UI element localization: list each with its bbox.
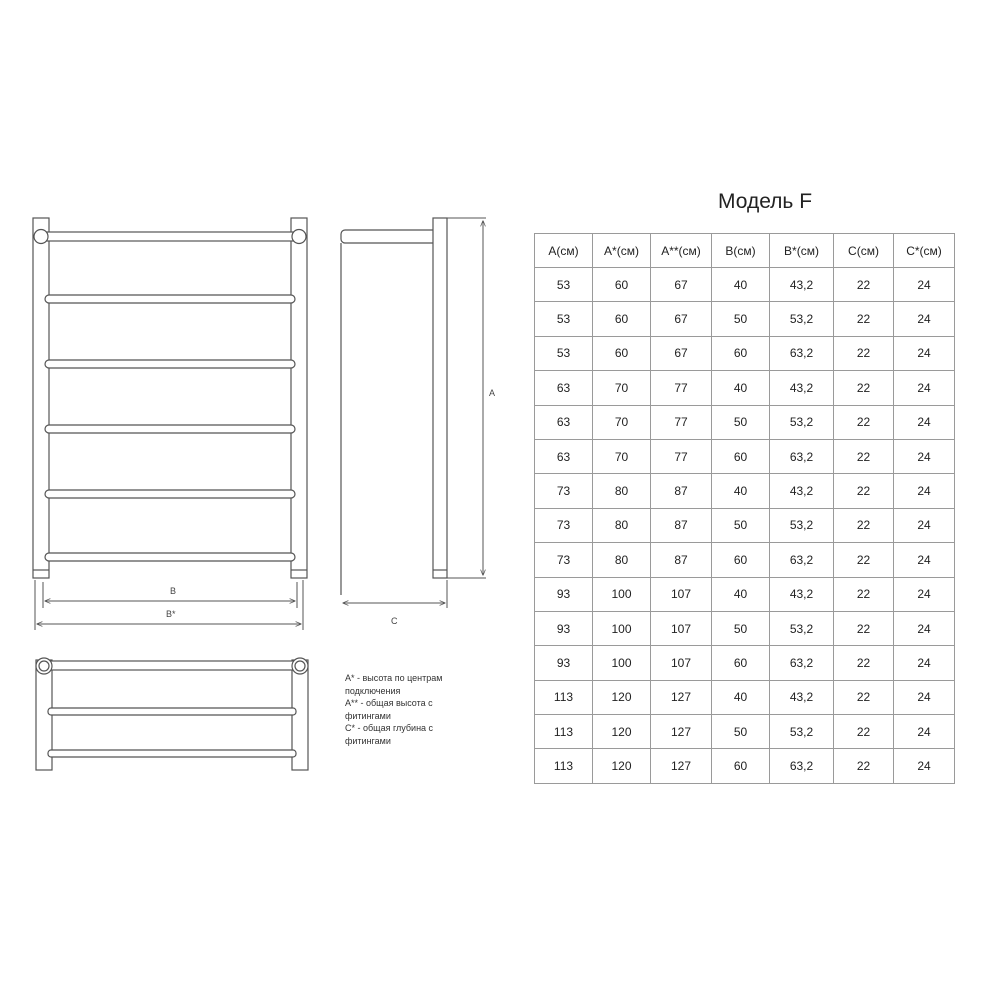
table-cell: 93	[535, 611, 593, 645]
header-c-star: C*(см)	[894, 234, 955, 268]
table-row	[535, 577, 955, 611]
table-cell: 53,2	[770, 715, 834, 749]
table-cell: 73	[535, 508, 593, 542]
table-row	[535, 439, 955, 473]
table-cell: 24	[894, 371, 955, 405]
table-cell: 40	[712, 268, 770, 302]
header-b: B(см)	[712, 234, 770, 268]
table-cell: 70	[593, 405, 651, 439]
table-cell: 22	[834, 371, 894, 405]
table-cell: 60	[593, 268, 651, 302]
table-row	[535, 611, 955, 645]
dimension-label-a: A	[489, 388, 496, 398]
table-row	[535, 508, 955, 542]
table-row	[535, 749, 955, 783]
table-cell: 60	[593, 302, 651, 336]
table-cell: 40	[712, 680, 770, 714]
table-row	[535, 543, 955, 577]
table-cell: 63,2	[770, 439, 834, 473]
header-a-double-star: A**(см)	[651, 234, 712, 268]
table-cell: 22	[834, 646, 894, 680]
table-cell: 24	[894, 680, 955, 714]
table-cell: 24	[894, 646, 955, 680]
table-cell: 93	[535, 577, 593, 611]
table-cell: 60	[712, 336, 770, 370]
table-cell: 22	[834, 611, 894, 645]
table-cell: 22	[834, 680, 894, 714]
table-cell: 53,2	[770, 611, 834, 645]
table-cell: 43,2	[770, 268, 834, 302]
table-cell: 73	[535, 474, 593, 508]
header-a-star: A*(см)	[593, 234, 651, 268]
table-cell: 77	[651, 405, 712, 439]
table-cell: 24	[894, 302, 955, 336]
table-cell: 73	[535, 543, 593, 577]
dimension-label-c: C	[391, 616, 398, 626]
table-cell: 70	[593, 371, 651, 405]
table-cell: 22	[834, 405, 894, 439]
table-cell: 63,2	[770, 646, 834, 680]
table-cell: 67	[651, 302, 712, 336]
table-cell: 50	[712, 405, 770, 439]
table-cell: 43,2	[770, 474, 834, 508]
table-cell: 22	[834, 715, 894, 749]
table-cell: 63,2	[770, 336, 834, 370]
note-c-star: C* - общая глубина с фитингами	[345, 723, 434, 746]
table-cell: 120	[593, 680, 651, 714]
table-header-row	[535, 234, 955, 268]
table-cell: 120	[593, 749, 651, 783]
header-b-star: B*(см)	[770, 234, 834, 268]
table-cell: 127	[651, 749, 712, 783]
table-cell: 63	[535, 371, 593, 405]
table-cell: 107	[651, 577, 712, 611]
table-cell: 40	[712, 371, 770, 405]
table-cell: 24	[894, 508, 955, 542]
table-cell: 22	[834, 439, 894, 473]
table-cell: 50	[712, 508, 770, 542]
model-title: Модель F	[718, 190, 813, 213]
front-view-drawing	[33, 218, 307, 630]
table-cell: 67	[651, 268, 712, 302]
table-cell: 127	[651, 680, 712, 714]
table-cell: 22	[834, 577, 894, 611]
table-cell: 43,2	[770, 577, 834, 611]
table-row	[535, 336, 955, 370]
table-cell: 43,2	[770, 680, 834, 714]
table-cell: 77	[651, 439, 712, 473]
table-cell: 87	[651, 508, 712, 542]
table-cell: 24	[894, 268, 955, 302]
dimension-label-b-star: B*	[166, 609, 176, 619]
table-cell: 40	[712, 474, 770, 508]
table-cell: 113	[535, 715, 593, 749]
table-cell: 50	[712, 611, 770, 645]
table-row	[535, 715, 955, 749]
table-cell: 22	[834, 268, 894, 302]
table-cell: 120	[593, 715, 651, 749]
table-cell: 22	[834, 336, 894, 370]
table-cell: 50	[712, 302, 770, 336]
table-cell: 24	[894, 543, 955, 577]
table-cell: 22	[834, 508, 894, 542]
table-cell: 60	[712, 543, 770, 577]
table-cell: 60	[712, 439, 770, 473]
table-cell: 60	[712, 749, 770, 783]
table-row	[535, 371, 955, 405]
table-row	[535, 646, 955, 680]
table-cell: 53	[535, 336, 593, 370]
table-cell: 24	[894, 474, 955, 508]
table-cell: 22	[834, 543, 894, 577]
table-row	[535, 474, 955, 508]
table-cell: 80	[593, 543, 651, 577]
table-cell: 107	[651, 646, 712, 680]
table-cell: 80	[593, 474, 651, 508]
header-c: C(см)	[834, 234, 894, 268]
table-cell: 70	[593, 439, 651, 473]
table-cell: 77	[651, 371, 712, 405]
table-cell: 93	[535, 646, 593, 680]
table-cell: 40	[712, 577, 770, 611]
height-dimension-line	[343, 218, 486, 603]
table-cell: 24	[894, 749, 955, 783]
table-cell: 53,2	[770, 405, 834, 439]
table-cell: 87	[651, 543, 712, 577]
table-cell: 50	[712, 715, 770, 749]
table-cell: 107	[651, 611, 712, 645]
table-cell: 22	[834, 302, 894, 336]
table-cell: 127	[651, 715, 712, 749]
table-cell: 113	[535, 749, 593, 783]
table-cell: 24	[894, 715, 955, 749]
table-row	[535, 302, 955, 336]
note-a-star: A* - высота по центрам подключения	[345, 673, 443, 696]
table-cell: 113	[535, 680, 593, 714]
table-cell: 63,2	[770, 543, 834, 577]
table-cell: 22	[834, 749, 894, 783]
table-cell: 80	[593, 508, 651, 542]
table-cell: 24	[894, 439, 955, 473]
dimensions-table	[534, 233, 955, 784]
note-a-double-star: A** - общая высота с фитингами	[345, 698, 433, 721]
table-row	[535, 680, 955, 714]
table-cell: 63	[535, 439, 593, 473]
table-row	[535, 405, 955, 439]
table-row	[535, 268, 955, 302]
table-cell: 43,2	[770, 371, 834, 405]
table-cell: 53,2	[770, 508, 834, 542]
table-cell: 63,2	[770, 749, 834, 783]
top-view-drawing	[36, 658, 308, 770]
table-cell: 24	[894, 405, 955, 439]
table-cell: 63	[535, 405, 593, 439]
table-cell: 53	[535, 302, 593, 336]
table-cell: 67	[651, 336, 712, 370]
table-cell: 87	[651, 474, 712, 508]
header-a: A(см)	[535, 234, 593, 268]
table-cell: 60	[593, 336, 651, 370]
dimension-label-b: B	[170, 586, 177, 596]
table-cell: 53	[535, 268, 593, 302]
table-cell: 24	[894, 611, 955, 645]
table-cell: 24	[894, 577, 955, 611]
table-cell: 100	[593, 646, 651, 680]
table-cell: 53,2	[770, 302, 834, 336]
table-cell: 60	[712, 646, 770, 680]
table-cell: 100	[593, 611, 651, 645]
table-cell: 100	[593, 577, 651, 611]
table-cell: 22	[834, 474, 894, 508]
table-body	[535, 268, 955, 784]
side-view-drawing	[341, 218, 447, 608]
legend-notes	[345, 672, 475, 747]
table-cell: 24	[894, 336, 955, 370]
